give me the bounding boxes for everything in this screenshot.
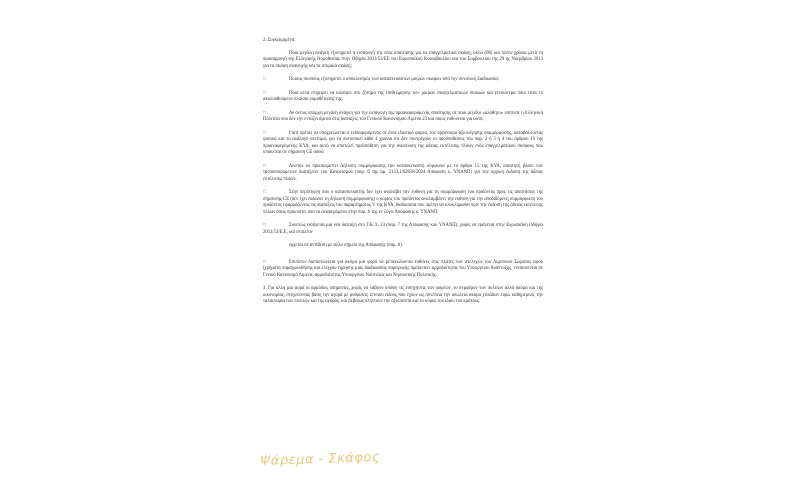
checkbox-bullet: □: [263, 77, 267, 82]
paragraph-3: [263, 91, 543, 104]
paragraph-text: Επιπλέον διαπιστώνεται για ακόμα μια φορά να μετακυλίονται ευθύνες στις πλάτες των στελεχών του Λιμενικού Σώματος αφού (χρήματα παραχωλυθήσης και ελέγχου τήρησης μιας διαδικασίας παραγωγής προϊόντων αρμοδιότητας του Υπουργείου Ανάπτυξης, εντάσσονται σε Γενικό Κανονισμό Λιμένα, αρμοδιότητας Υπουργείου Ναυτιλίας και Νησιωτικής Πολιτικής.: [263, 259, 543, 278]
section-heading: 2. Συγκεκριμένα:: [263, 38, 296, 43]
paragraph-text: Συνεπώς εισάγεται μια νέα διάταξη στο Γ.Κ.Λ. 23 (παρ. 7 της Απόφασης κου ΥΝΑΝΠ), χωρίς να εράνεται στην Ευρωπαϊκή Οδηγία 2013/53/Ε.Ε, και επιπλέον: [263, 223, 543, 235]
paragraph-9: [263, 243, 543, 250]
paragraph-text: Ποιους σκοπούς εξυπηρετεί ο αποκλεισμός των κατασκευαστών μικρών σκαφών από την συνολική διαδικασία;: [289, 77, 500, 82]
paragraph-6: [263, 164, 543, 184]
paragraph-text: Γιατί πρέπει να υποχρεώνεται ο ενδιαφερόμενος σε έναν ιδιωτικό φορέα, τον οργανισμό αξιολόγησης συμμόρφωσης, καταβάλλοντας φυσικά και το ανάλογο αντίτιμο, για να πιστοποιεί κάθε 4 χρόνια ότι δεν συντρέχουν οι προϋποθέσεις του παρ. 2 ή 3 ή 4 του άρθρου 19 της προαναφερόμενης ΚΥΑ, και αυτό να αποτελεί προϋπόθεση για την ανανέωση της άδειας εκτέλεσης πλόων ενός επαγγελματικού σκάφους που υπόκειται σε σήμανση CE αφού:: [263, 130, 543, 155]
checkbox-bullet: □: [263, 163, 267, 169]
paragraph-text: Ποια μεγάλη ανάγκη εξυπηρετεί η εισαγωγή της νέας απαίτησης για τα επαγγελματικά σκάφη, οκτώ (08) και πλέον χρόνια μετά τη προσαρμογή της Ελληνικής Νομοθεσίας στην Οδηγία 2013/53/ΕΕ του Ευρωπαϊκού Κοινοβουλίου και του Συμβουλίου της 20 ης Νοεμβρίου 2013 για τα σκάφη αναψυχής και τα ατομικά σκάφη;: [263, 50, 543, 69]
checkbox-bullet: □: [263, 190, 267, 195]
handwritten-note: Ψάρεμα - Σκάφος: [259, 449, 381, 470]
checkbox-bullet: □: [263, 90, 267, 96]
paragraph-text: Δίνεται να προσκομιστεί Δήλωση συμμόρφωσης του κατασκευαστή σύμφωνα με το άρθρο 15 της ΚΥΑ, απαιτητή βάσει των τροποποιούμενων διατάξεων του Κανονισμού (παρ. 6 της αρ. 2133.1/62858/2024 Απόφαση κ. ΥΝΑΝΠ) για την αρχική έκδοση της άδειας εκτέλεσης πλόων.: [263, 163, 543, 182]
paragraph-4: [263, 111, 543, 124]
checkbox-bullet: □: [263, 259, 267, 265]
paragraph-5: [263, 131, 543, 157]
paragraph-text: Αν όντως υπάρχει μεγάλη ανάγκη για την εισαγωγή της προαναφερόμενης απαίτησης σε ποιο μεγάλο «αλάθητο» υπέπεσε η Ελληνική Πολιτεία που δεν την εντάζει άμεσα στις διατάξεις του Γενικού Κανονισμού Λιμένα 23 και ποιος ευθύνεται για αυτό;: [263, 110, 543, 122]
paragraph-1: [263, 51, 543, 71]
paragraph-text: Στην περίπτωση που ο κατασκευαστής δεν έχει αναλάβει την ευθύνη για τη συμμόρφωση του προϊόντος προς τις απαιτήσεις της σήμανσης CE (δεν έχει εκδώσει τη δήλωση συμμόρφωσης) ο κύριος του προϊόντος αναλαμβάνει την ευθύνη για την αποδιδόμενη συμμόρφωση του προϊόντος εφαρμόζοντας τις διατάξεις του παραρτήματος V της ΚΥΑ, διαδικασία που πρέπει να ολοκληρωθεί πριν την έκδοση της άδειας εκτέλεσης πλόων όπως προκύπτει από τα αναφερόμενα στην παρ. 6 της εν λόγω Απόφασης κ. ΥΝΑΝΠ.: [263, 190, 543, 215]
paragraph-8: [263, 223, 543, 236]
paragraph-11: [263, 286, 543, 306]
document-body: [263, 38, 543, 313]
checkbox-bullet: □: [263, 130, 267, 136]
document-page: [235, 0, 555, 492]
paragraph-text: έρχεται σε αντίθεση με άλλο σημείο της Απόφασης (παρ. 6).: [289, 243, 403, 248]
paragraph-7: [263, 190, 543, 216]
paragraph-text: Ποια κενά επιχειρεί να καλύψει στο ζήτημα της επιθεώρησης των μικρών επαγγελματικών σκαφών και γενικότερα ποιο είναι το ακολουθούμενο πλαίσιο νομοθέτησης της;: [263, 90, 543, 102]
paragraph-text: 3. Για άλλη μια φορά οι αρμόδιες υπηρεσίες, χωρίς να λάβουν υπόψη τις εισηγήσεις των φορέων, το σεμφέρον των πολιτών αλλά ακόμα και της οικονομίας, στοχεύοντας βάση την αγορά με ρυθμίσεις τέτοιου είδους που έχουν ως συνέπεια την απώλεια ακόμα χιλιάδων ευρώ καθημερινά, την ταλαιπωρία των πολιτών και της αγοράς, και βεβαίως πλήττουν την αξιοπιστία και το κύρος του ίδιου του κράτους.: [263, 286, 543, 304]
checkbox-bullet: □: [263, 110, 267, 116]
paragraph-10: [263, 260, 543, 280]
paragraph-2: [263, 77, 543, 84]
checkbox-bullet: □: [263, 223, 267, 228]
